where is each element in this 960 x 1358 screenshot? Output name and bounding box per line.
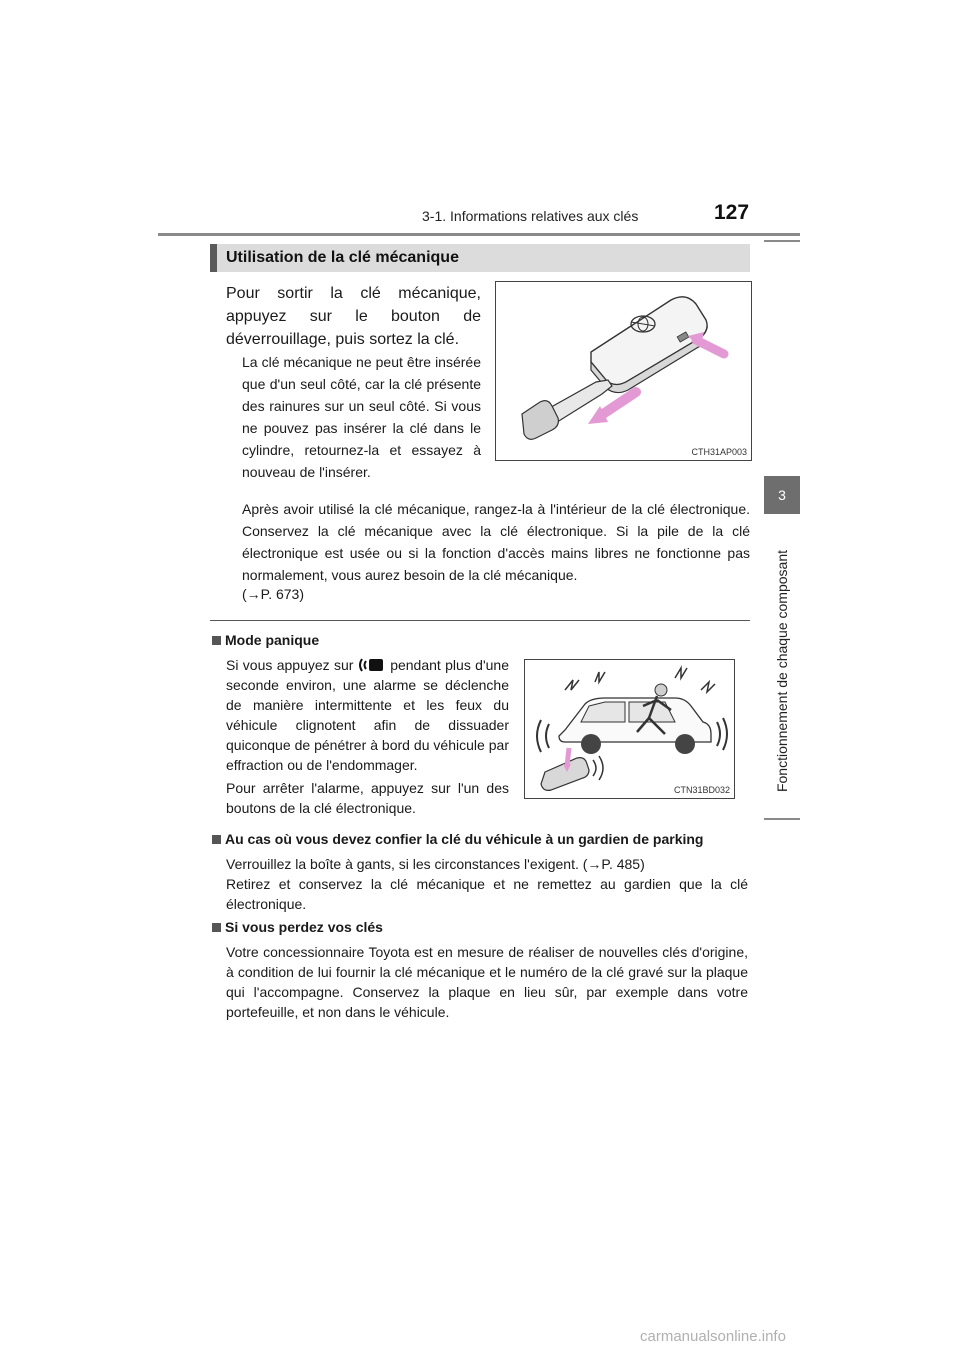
header-rule	[158, 233, 800, 236]
chapter-tab-number: 3	[764, 476, 800, 514]
section-separator	[210, 620, 750, 621]
section-title: Utilisation de la clé mécanique	[226, 249, 459, 266]
stop-alarm-paragraph: Pour arrêter l'alarme, appuyez sur l'un des boutons de la clé électronique.	[226, 780, 509, 816]
panic-button-icon	[358, 657, 386, 673]
page-reference: (→P. 673)	[242, 586, 304, 602]
valet-paragraph	[226, 854, 748, 914]
panic-heading: Mode panique	[212, 632, 319, 648]
lost-keys-heading: Si vous perdez vos clés	[212, 919, 383, 935]
mechanical-key-figure	[495, 281, 752, 461]
key-fob-illustration	[496, 282, 751, 460]
figure-code: CTN31BD032	[673, 785, 730, 795]
panic-alarm-figure	[524, 659, 735, 799]
page-number: 127	[714, 201, 750, 224]
chapter-tab-title: Fonctionnement de chaque composant	[774, 550, 790, 793]
panic-paragraph: Si vous appuyez sur pendant plus d'une seconde environ, une alarme se déclenche de manière intermittente et les feux du véhicule clignotent afin de dissuader quiconque de pénétrer à bord du véhicule par effraction ou de l'endommager.	[226, 657, 510, 773]
valet-line-2: Retirez et conservez la clé mécanique et ne remettez au gardien que la clé électronique.	[226, 876, 748, 912]
lead-paragraph: Pour sortir la clé mécanique, appuyez sur le bouton de déverrouillage, puis sortez la clé.	[226, 285, 481, 348]
bullet-square-icon	[212, 636, 221, 645]
figure-code: CTH31AP003	[691, 447, 747, 457]
lost-keys-paragraph: Votre concessionnaire Toyota est en mesure de réaliser de nouvelles clés d'origine, à condition de lui fournir la clé mécanique et le numéro de la clé gravé sur la plaque qui l'accompagne. Conservez la plaque en lieu sûr, par exemple dans votre portefeuille, et non dans le véhicule.	[226, 944, 748, 1020]
valet-line-1: Verrouillez la boîte à gants, si les circonstances l'exigent. (→P. 485)	[226, 856, 645, 872]
note-paragraph: La clé mécanique ne peut être insérée que d'un seul côté, car la clé présente des rainures sur un seul côté. Si vous ne pouvez pas insérer la clé dans le cylindre, retournez-la et essayez à nouveau de l'insérer.	[242, 354, 481, 480]
section-header	[210, 244, 750, 272]
after-use-paragraph: Après avoir utilisé la clé mécanique, rangez-la à l'intérieur de la clé électronique. Conservez la clé mécanique avec la clé électronique. Si la pile de la clé électronique est usée ou si la fonction d'accès mains libres ne fonctionne pas normalement, vous aurez besoin de la clé mécanique.	[242, 501, 750, 583]
watermark: carmanualsonline.info	[640, 1328, 786, 1345]
bullet-square-icon	[212, 923, 221, 932]
bullet-square-icon	[212, 835, 221, 844]
panic-alarm-illustration	[525, 660, 734, 798]
running-header: 3-1. Informations relatives aux clés	[422, 208, 639, 224]
valet-heading: Au cas où vous devez confier la clé du véhicule à un gardien de parking	[212, 831, 703, 847]
